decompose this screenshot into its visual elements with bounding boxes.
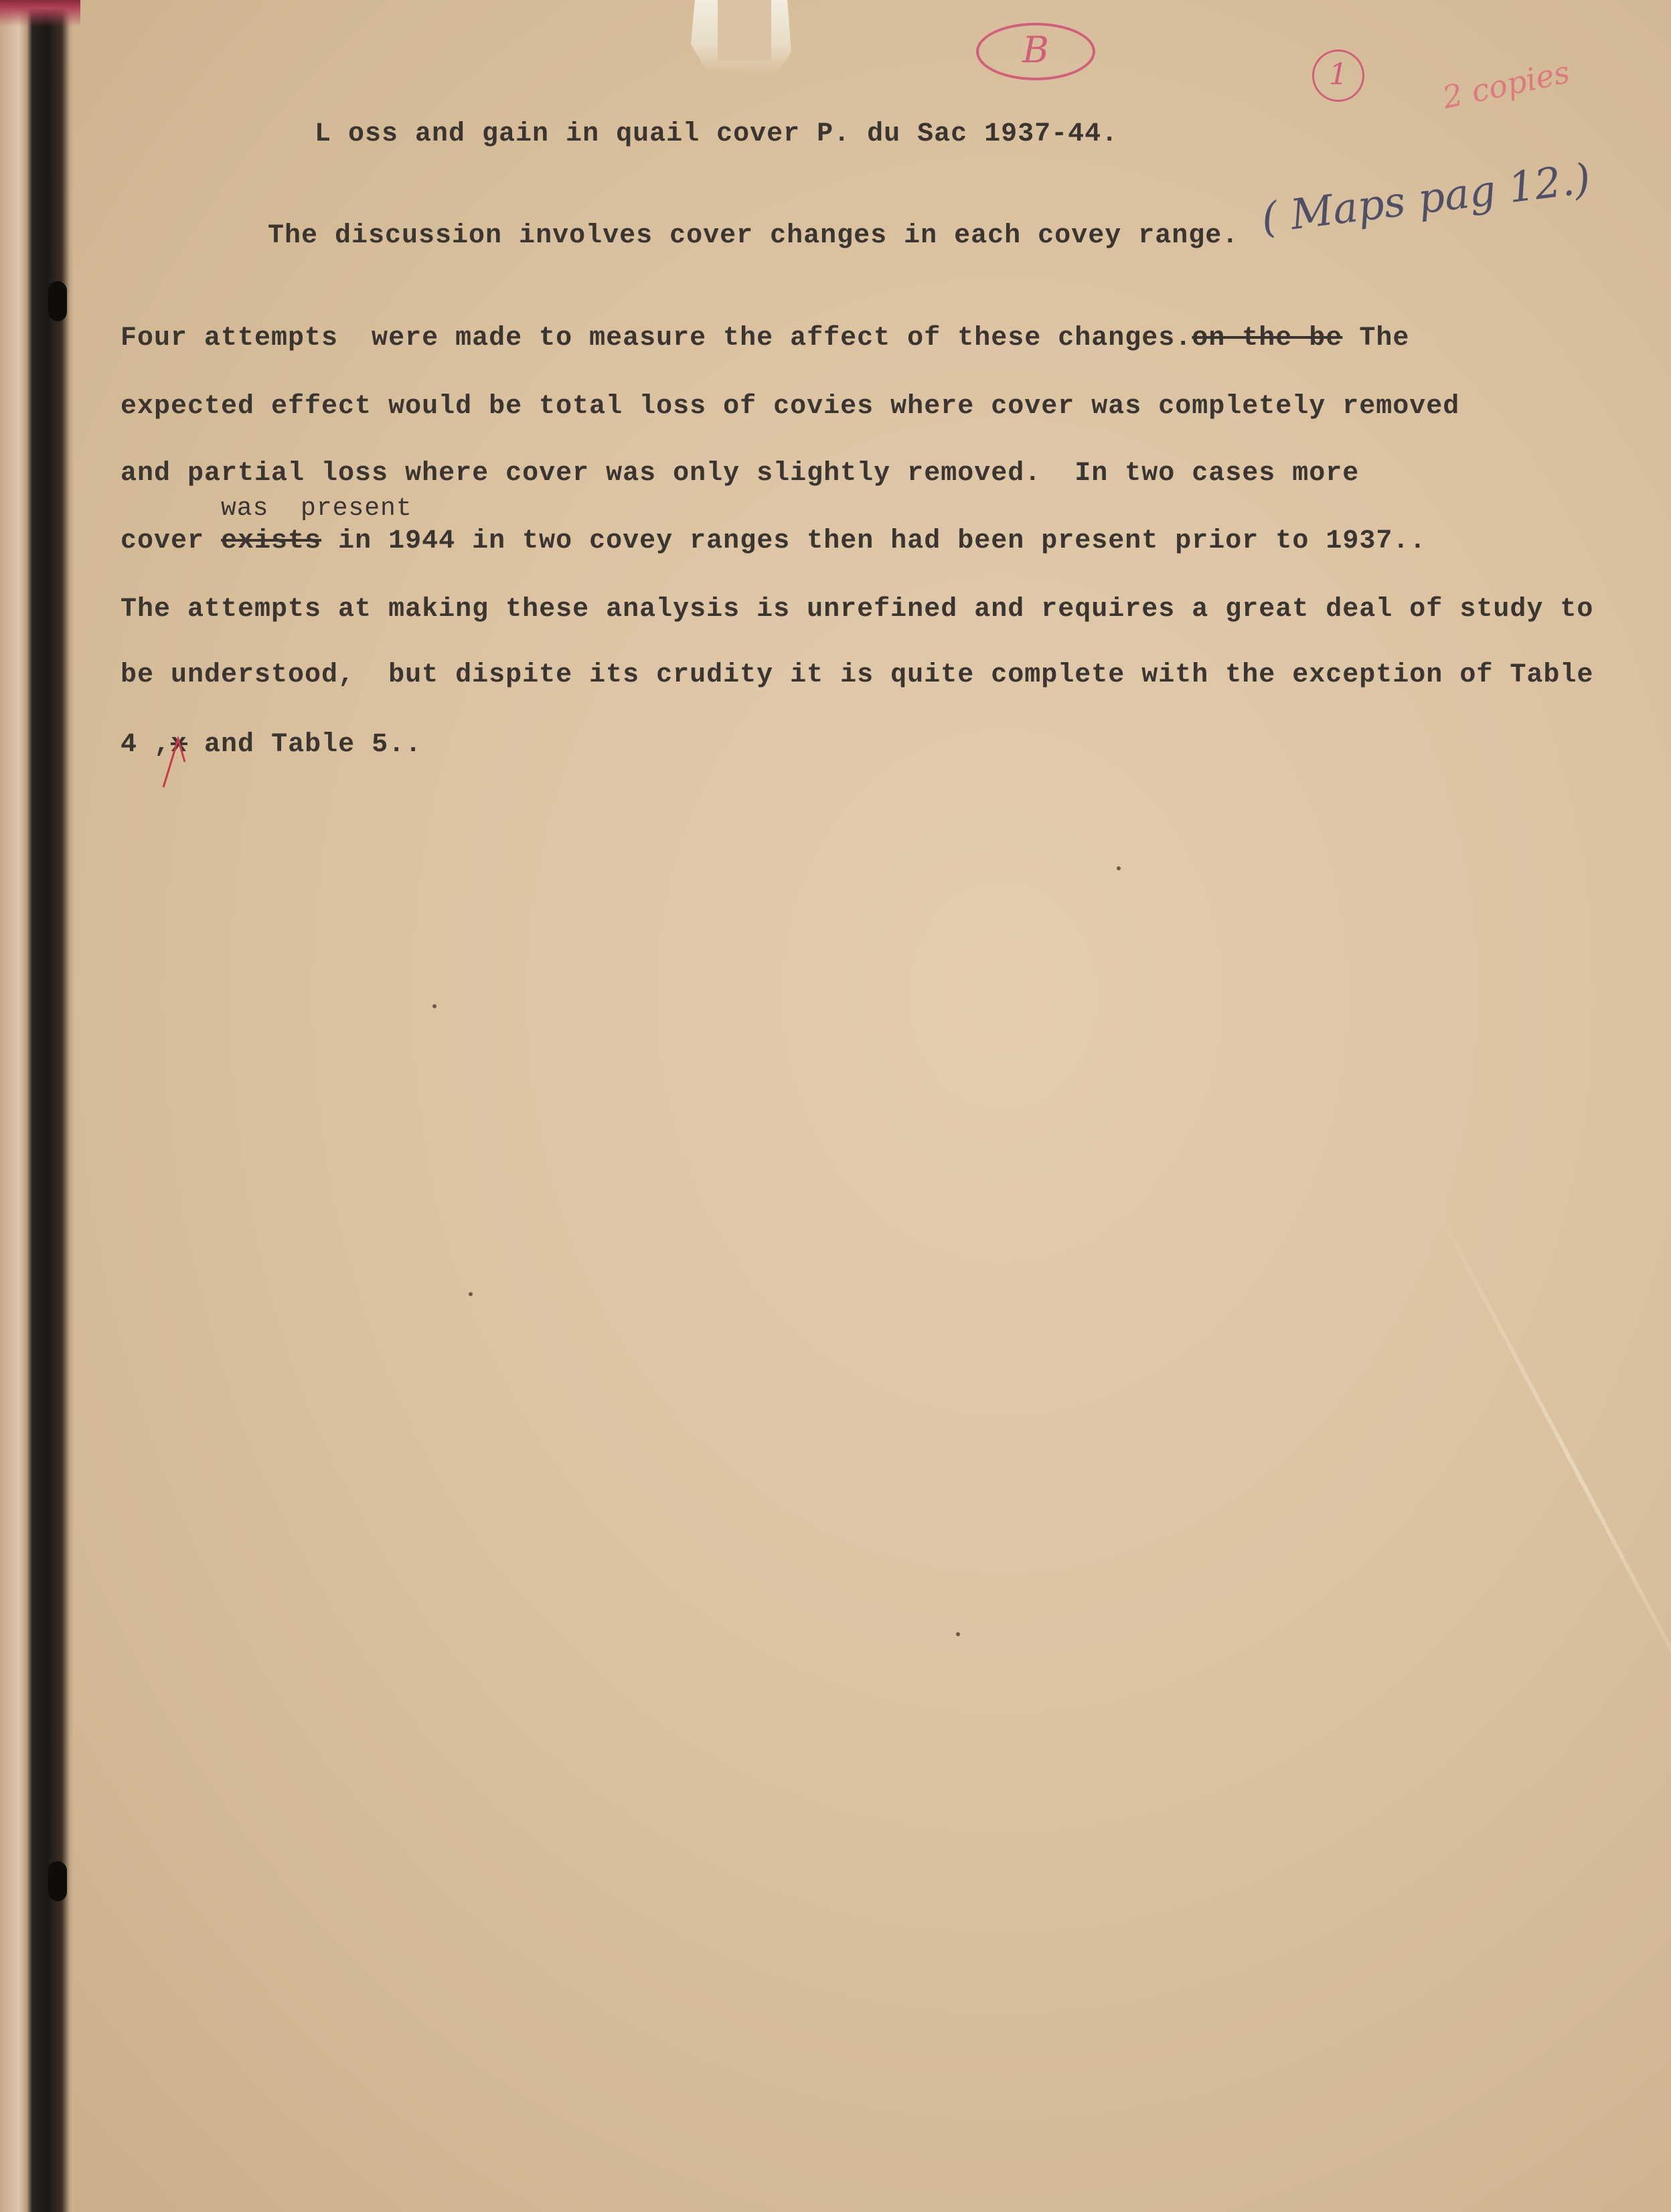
document-title: L oss and gain in quail cover P. du Sac 1937-44.: [315, 119, 1119, 149]
red-copies-note: 2 copies: [1439, 54, 1573, 116]
body-line-1-end: The: [1359, 323, 1410, 353]
handwritten-maps-note: ( Maps pag 12.): [1259, 153, 1593, 243]
paper-crease: [1433, 1203, 1671, 1737]
document-subtitle: The discussion involves cover changes in each covey range.: [268, 221, 1239, 251]
paper-speck: [469, 1292, 473, 1296]
paper-speck: [432, 1004, 436, 1008]
red-circled-letter: B: [976, 23, 1095, 80]
struck-text: x: [171, 730, 188, 760]
body-line-2: expected effect would be total loss of covies where cover was completely removed: [121, 392, 1460, 422]
body-line-7-start: 4 ,: [121, 730, 171, 760]
torn-paper-gap: [718, 0, 771, 60]
paper-speck: [956, 1632, 960, 1636]
body-line-4-text: in 1944 in two covey ranges then had been present prior to 1937..: [338, 526, 1427, 556]
struck-text: exists: [221, 526, 322, 556]
body-line-6: be understood, but dispite its crudity it is quite complete with the exception of Table: [121, 660, 1594, 690]
body-line-1: [121, 323, 1409, 353]
body-line-4: [121, 526, 1426, 556]
body-line-4-start: cover: [121, 526, 205, 556]
binder-hole: [48, 1861, 67, 1901]
red-caret-mark: [161, 735, 187, 789]
red-page-number: 1: [1312, 50, 1364, 102]
binder-hole: [48, 281, 67, 321]
body-line-7-text: and Table 5..: [204, 730, 422, 760]
binding-top-edge: [0, 0, 80, 27]
body-line-5: The attempts at making these analysis is unrefined and requires a great deal of study to: [121, 595, 1594, 625]
interlinear-insertion: was present: [221, 494, 412, 523]
body-line-1-text: Four attempts were made to measure the affect of these changes.: [121, 323, 1192, 353]
struck-text: on the be: [1192, 323, 1343, 353]
body-line-3: and partial loss where cover was only slightly removed. In two cases more: [121, 459, 1360, 489]
paper-speck: [1117, 866, 1121, 870]
